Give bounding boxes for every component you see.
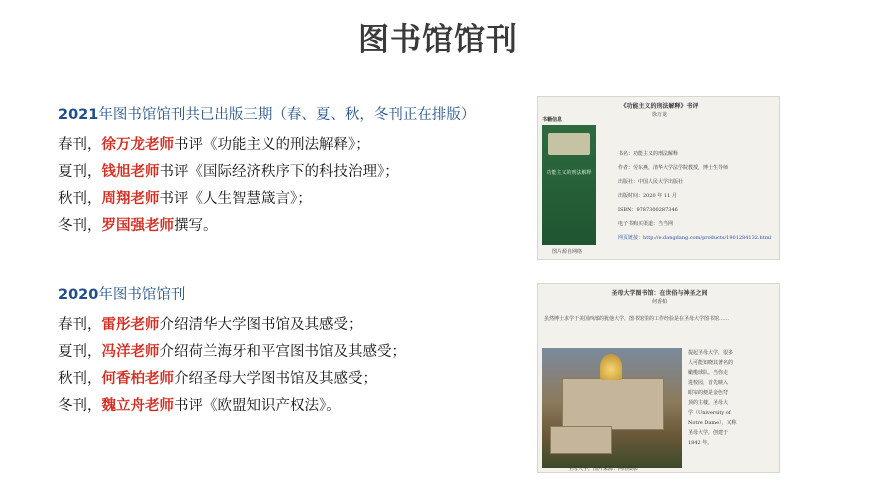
article-line: 1842 年。 [688,440,713,446]
article-line: 学（University of [688,410,731,416]
book-field: ISBN：9787300287346 [618,207,678,213]
teacher-name: 钱旭老师 [101,163,160,180]
book-field: 出版社：中国人民大学出版社 [618,179,684,185]
teacher-name: 雷彤老师 [101,316,160,333]
item-description: 书评《功能主义的刑法解释》； [174,137,370,153]
article-author: 何香柏 [651,299,667,305]
book-field: 出版时间：2020 年 11 月 [618,193,677,199]
teacher-name: 何香柏老师 [101,370,174,387]
teacher-name: 罗国强老师 [101,217,174,234]
season-label: 春刊， [58,137,102,153]
campus-photo [542,348,682,468]
section-2021-heading [58,103,475,124]
season-label: 夏刊， [58,344,102,360]
article-intro: 虽然博士求学于美国西部的犹他大学，图书馆里的工作经验是在圣母大学图书馆…… [544,316,730,322]
season-label: 春刊， [58,317,102,333]
library-article-image [537,283,780,473]
list-item [58,392,406,419]
book-fields [618,147,771,245]
image-caption: 圣母大学，图片来源：网络摄影 [568,466,639,472]
lower-building [550,426,612,454]
article-line: Notre Dame），又称 [688,420,737,426]
item-description: 书评《欧盟知识产权法》。 [174,398,341,414]
page-title: 图书馆馆刊 [358,22,518,58]
section-2020-year: 2020 [58,287,99,303]
book-field: 书名：功能主义的刑法解释 [618,151,679,157]
article-line: 圣母大学，创建于 [688,430,729,436]
list-item [58,212,475,239]
book-field: 电子书购买渠道：当当网 [618,221,674,227]
book-review-image [537,96,780,260]
season-label: 秋刊， [58,191,102,207]
list-item [58,311,406,338]
book-link: 网页链接：http://e.dangdang.com/products/1901284132.html [618,235,772,241]
section-2021-heading-text: 年图书馆馆刊共已出版三期（春、夏、秋，冬刊正在排版） [98,107,476,123]
item-description: 书评《国际经济秩序下的科技治理》； [159,164,399,180]
season-label: 秋刊， [58,371,102,387]
book-field: 作者：劳东燕，清华大学法学院教授，博士生导师 [618,165,729,171]
list-item [58,131,475,158]
article-line: 进校园，首先映入 [688,380,729,386]
image-caption: 图片源自网络 [552,249,583,255]
teacher-name: 周翔老师 [101,190,160,207]
article-heading: 圣母大学图书馆：在世俗与神圣之间 [611,290,708,297]
golden-dome [600,354,622,380]
cover-portrait [548,133,590,155]
review-author: 徐万龙 [651,112,667,118]
article-line: 人可能知晓其著名的 [688,360,734,366]
item-description: 撰写。 [174,218,218,234]
item-description: 介绍荷兰海牙和平宫图书馆及其感受； [159,344,406,360]
item-description: 介绍清华大学图书馆及其感受； [159,317,363,333]
section-2021 [58,103,475,239]
article-line: 提起圣母大学，很多 [688,350,734,356]
article-body [688,348,737,448]
article-line: 眼帘的便是金色穹 [688,390,729,396]
article-line: 橄榄球队。当你走 [688,370,729,376]
main-building [562,378,664,430]
item-description: 介绍圣母大学图书馆及其感受； [174,371,377,387]
section-2020 [58,283,406,419]
review-heading: 《功能主义的刑法解释》书评 [620,103,699,110]
season-label: 夏刊， [58,164,102,180]
list-item [58,158,475,185]
list-item [58,185,475,212]
book-cover [542,125,596,245]
list-item [58,365,406,392]
teacher-name: 徐万龙老师 [101,136,174,153]
season-label: 冬刊， [58,398,102,414]
cover-title: 功能主义的刑法解释 [546,170,592,176]
article-line: 顶的主楼。圣母大 [688,400,729,406]
teacher-name: 冯洋老师 [101,343,160,360]
section-2020-heading-text: 年图书馆馆刊 [98,287,186,303]
section-2020-heading [58,283,406,304]
book-info-label: 书籍信息 [542,117,563,123]
section-2021-year: 2021 [58,107,99,123]
teacher-name: 魏立舟老师 [101,397,174,414]
season-label: 冬刊， [58,218,102,234]
list-item [58,338,406,365]
item-description: 书评《人生智慧箴言》； [159,191,312,207]
